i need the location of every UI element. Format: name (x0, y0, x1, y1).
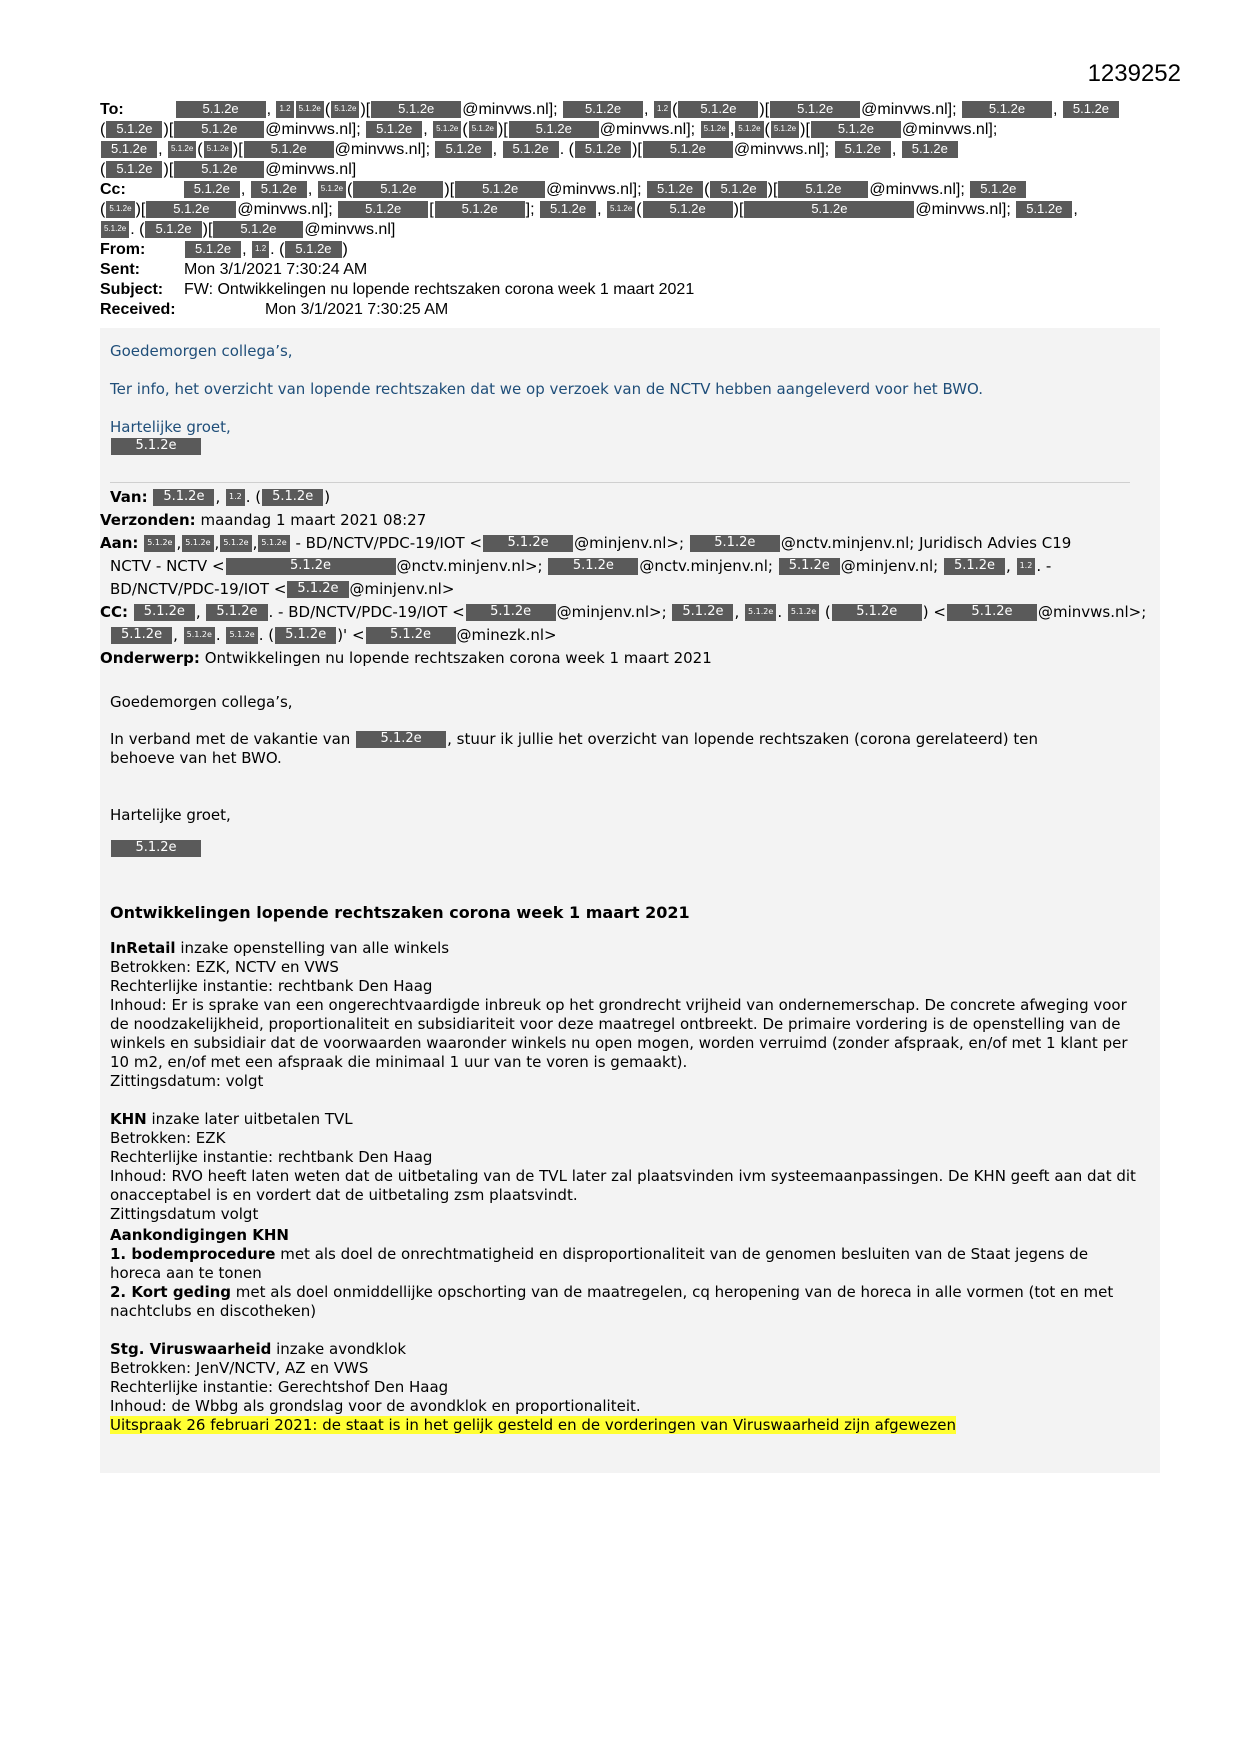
redaction: 5.1.2e (111, 627, 172, 644)
redaction: 5.1.2e (1016, 201, 1072, 218)
org-text: - BD/NCTV/PDC-19/IOT < (295, 534, 483, 552)
case-topic: inzake later uitbetalen TVL (146, 1110, 353, 1128)
redaction: 5.1.2e (690, 535, 780, 552)
message-closing: Hartelijke groet, (110, 806, 231, 824)
redaction: 5.1.2e (710, 181, 766, 198)
intro-greeting: Goedemorgen collega’s, (110, 342, 293, 360)
cc-fwd-line-1: CC: 5.1.2e , 5.1.2e . - BD/NCTV/PDC-19/IOT < 5.1.2e @minjenv.nl>; 5.1.2e , 5.1.2e . 5.1.2e ( 5.1.2e ) < 5.1.2e @minvws.nl>; (100, 603, 1147, 621)
redaction: 5.1.2e (145, 221, 201, 238)
to-label: To: (100, 101, 124, 118)
case-party: InRetail (110, 939, 176, 957)
case-party: KHN (110, 1110, 147, 1128)
redaction: 5.1.2e (176, 101, 266, 118)
redaction: 5.1.2e (832, 604, 922, 621)
domain-text: @minvws.nl]; (733, 141, 830, 158)
received-row (100, 300, 1160, 320)
redaction: 5.1.2e (285, 241, 341, 258)
domain-text: @minvws.nl] (304, 221, 396, 238)
redaction: 5.1.2e (226, 558, 396, 575)
sent-row (100, 260, 1160, 280)
report-title: Ontwikkelingen lopende rechtszaken corona week 1 maart 2021 (110, 903, 690, 922)
redaction: 5.1.2e (435, 201, 525, 218)
case-topic: inzake avondklok (271, 1340, 407, 1358)
redaction: 5.1.2e (643, 201, 733, 218)
redaction: 5.1.2e (607, 201, 635, 218)
redaction: 5.1.2e (433, 121, 461, 138)
redaction: 5.1.2e (226, 627, 257, 644)
sent-label: Sent: (100, 261, 140, 278)
redaction: 5.1.2e (106, 201, 134, 218)
redaction: 5.1.2e (779, 558, 840, 575)
redaction: 5.1.2e (902, 141, 958, 158)
redaction: 5.1.2e (466, 604, 556, 621)
subject-row (100, 280, 1160, 300)
to-line-2: ( 5.1.2e )[ 5.1.2e @minvws.nl]; 5.1.2e , 5.1.2e ( 5.1.2e )[ 5.1.2e @minvws.nl]; 5.1.2e , 5.1.2e ( 5.1.2e )[ 5.1.2e @minvws.nl]; (100, 121, 998, 138)
verdict-highlight: Uitspraak 26 februari 2021: de staat is in het gelijk gesteld en de vorderingen van Viruswaarheid zijn afgewezen (110, 1416, 956, 1434)
divider (110, 482, 1130, 483)
domain-text: @minezk.nl> (456, 626, 557, 644)
redaction: 5.1.2e (356, 731, 446, 748)
verzonden-value: maandag 1 maart 2021 08:27 (200, 511, 427, 529)
domain-text: @minvws.nl]; (901, 121, 998, 138)
redaction: 5.1.2e (944, 558, 1005, 575)
redaction: 5.1.2e (469, 121, 497, 138)
redaction: 5.1.2e (744, 201, 914, 218)
redaction: 5.1.2e (811, 121, 901, 138)
redaction: 5.1.2e (184, 181, 240, 198)
forwarded-header (100, 486, 1147, 670)
redaction: 5.1.2e (174, 121, 264, 138)
redaction: 1.2 (654, 101, 671, 118)
redaction: 5.1.2e (778, 181, 868, 198)
case-line: Inhoud: Er is sprake van een ongerechtvaardigde inbreuk op het grondrecht vrijheid van ondernemerschap. De concrete afweging voor de noodzakelijkheid, proportionaliteit en subsidiariteit voor deze maatregel ontbreekt. De primaire vordering is de openstelling van de winkels en subsidiair dat de voorwaarden waaronder winkels nu open mogen, worden verruimd (zonder afspraak, en/of met 1 klant per 10 m2, en/of met een afspraak die minimaal 1 uur van te voren is gemaakt). (110, 996, 1128, 1071)
case-line: Inhoud: RVO heeft laten weten dat de uitbetaling van de TVL later zal plaatsvinden ivm systeemaanpassingen. De KHN geeft aan dat dit onacceptabel is en vordert dat de uitbetaling zsm plaatsvindt. (110, 1167, 1136, 1204)
case-line: Rechterlijke instantie: rechtbank Den Haag (110, 977, 433, 995)
case-line: Rechterlijke instantie: rechtbank Den Haag (110, 1148, 433, 1166)
message-line1-b: , stuur ik jullie het overzicht van lopende rechtszaken (corona gerelateerd) ten (447, 730, 1038, 748)
redaction: 1.2 (226, 489, 245, 506)
received-value: Mon 3/1/2021 7:30:25 AM (265, 301, 449, 318)
redaction: 5.1.2e (947, 604, 1037, 621)
redaction: 5.1.2e (1063, 101, 1119, 118)
from-label: From: (100, 241, 146, 258)
aan-line-3 (100, 578, 1140, 601)
announcement-item (110, 1245, 1140, 1283)
redaction: 5.1.2e (220, 535, 251, 552)
redaction: 5.1.2e (296, 101, 324, 118)
redaction: 5.1.2e (318, 181, 346, 198)
case-line: Inhoud: de Wbbg als grondslag voor de avondklok en proportionaliteit. (110, 1397, 641, 1415)
redaction: 5.1.2e (185, 241, 241, 258)
email-header (100, 100, 1160, 320)
org-text: - BD/NCTV/PDC-19/IOT < (278, 603, 465, 621)
case-heading (110, 1340, 1140, 1359)
redaction: 5.1.2e (353, 181, 443, 198)
cc-line-3: 5.1.2e . ( 5.1.2e )[ 5.1.2e @minvws.nl] (100, 220, 1160, 240)
redaction: 5.1.2e (575, 141, 631, 158)
redaction: 5.1.2e (678, 101, 758, 118)
domain-text: @minvws.nl]; (462, 101, 558, 118)
report (110, 903, 1140, 1435)
signature-redaction: 5.1.2e (111, 438, 201, 455)
redaction: 5.1.2e (503, 141, 559, 158)
redaction: 5.1.2e (338, 201, 428, 218)
message-line1 (110, 730, 1140, 749)
to-line-1: To: 5.1.2e , 1.2 5.1.2e ( 5.1.2e )[ 5.1.2e @minvws.nl]; 5.1.2e , 1.2 ( 5.1.2e )[ 5.1.2e @minvws.nl]; 5.1.2e , 5.1.2e (100, 100, 1160, 120)
document-number: 1239252 (1087, 60, 1181, 87)
domain-text: @minjenv.nl> (349, 580, 455, 598)
case-line: Betrokken: JenV/NCTV, AZ en VWS (110, 1359, 369, 1377)
redaction: 5.1.2e (331, 101, 359, 118)
redaction: 5.1.2e (106, 161, 162, 178)
domain-text: @minvws.nl]; (861, 101, 957, 118)
redaction: 5.1.2e (509, 121, 599, 138)
intro-closing: Hartelijke groet, (110, 418, 231, 436)
case-topic: inzake openstelling van alle winkels (175, 939, 450, 957)
intro-message (110, 342, 983, 456)
redaction: 5.1.2e (244, 141, 334, 158)
announcement-text: met als doel onmiddellijke opschorting van de maatregelen, cq heropening van de horeca in alle vormen (tot en met nachtclubs en discotheken) (110, 1283, 1114, 1320)
redaction: 5.1.2e (251, 181, 307, 198)
redaction: 5.1.2e (970, 181, 1026, 198)
onderwerp-value: Ontwikkelingen nu lopende rechtszaken corona week 1 maart 2021 (204, 649, 712, 667)
subject-label: Subject: (100, 281, 164, 298)
redaction: 5.1.2e (182, 535, 213, 552)
redaction: 5.1.2e (962, 101, 1052, 118)
van-label: Van: (110, 488, 148, 506)
redaction: 5.1.2e (262, 489, 323, 506)
verzonden-label: Verzonden: (100, 511, 196, 529)
case-line: Rechterlijke instantie: Gerechtshof Den Haag (110, 1378, 449, 1396)
redaction: 5.1.2e (144, 535, 175, 552)
aan-line-2: NCTV - NCTV < 5.1.2e @nctv.minjenv.nl>; 5.1.2e @nctv.minjenv.nl; 5.1.2e @minjenv.nl; 5.1.2e , 1.2 . - (110, 557, 1052, 575)
announcement-text: met als doel de onrechtmatigheid en disproportionaliteit van de genomen besluiten van de Staat jegens de horeca aan te tonen (110, 1245, 1089, 1282)
domain-text: @minvws.nl]; (237, 201, 333, 218)
domain-text: @minvws.nl]; (334, 141, 431, 158)
from-row: From: 5.1.2e , 1.2 . ( 5.1.2e ) (100, 241, 348, 258)
redaction: 5.1.2e (643, 141, 733, 158)
redaction: 5.1.2e (204, 141, 232, 158)
org-text: NCTV - NCTV < (110, 557, 225, 575)
sent-value: Mon 3/1/2021 7:30:24 AM (184, 261, 368, 278)
cc-fwd-label: CC: (100, 603, 129, 621)
redaction: 5.1.2e (287, 581, 348, 598)
aan-line-1: Aan: 5.1.2e , 5.1.2e , 5.1.2e , 5.1.2e - BD/NCTV/PDC-19/IOT < 5.1.2e @minjenv.nl>; 5.1.2e @nctv.minjenv.nl; Juridisch Advies C19 (100, 534, 1072, 552)
domain-text: @minvws.nl>; (1037, 603, 1147, 621)
aan-label: Aan: (100, 534, 139, 552)
redaction: 5.1.2e (563, 101, 643, 118)
domain-text: @nctv.minjenv.nl>; (396, 557, 543, 575)
to-line-3: 5.1.2e , 5.1.2e ( 5.1.2e )[ 5.1.2e @minvws.nl]; 5.1.2e , 5.1.2e . ( 5.1.2e )[ 5.1.2e @minvws.nl]; 5.1.2e , 5.1.2e (100, 140, 1160, 160)
redaction: 5.1.2e (548, 558, 638, 575)
org-text: BD/NCTV/PDC-19/IOT < (110, 580, 287, 598)
signature-redaction: 5.1.2e (111, 840, 201, 857)
redaction: 5.1.2e (788, 604, 819, 621)
redaction: 5.1.2e (455, 181, 545, 198)
domain-text: @minjenv.nl; (840, 557, 939, 575)
received-label: Received: (100, 301, 176, 318)
cc-fwd-line-2: 5.1.2e , 5.1.2e . 5.1.2e . ( 5.1.2e )' < 5.1.2e @minezk.nl> (100, 624, 1140, 647)
domain-text: @minjenv.nl>; (574, 534, 685, 552)
redaction: 1.2 (1017, 558, 1036, 575)
redaction: 1.2 (252, 241, 269, 258)
announcement-label: 1. bodemprocedure (110, 1245, 276, 1263)
redaction: 5.1.2e (371, 101, 461, 118)
case-heading (110, 939, 1140, 958)
redaction: 1.2 (276, 101, 293, 118)
redaction: 5.1.2e (168, 141, 196, 158)
redaction: 5.1.2e (366, 121, 422, 138)
onderwerp-line (100, 647, 1140, 670)
redaction: 5.1.2e (771, 121, 799, 138)
onderwerp-label: Onderwerp: (100, 649, 200, 667)
domain-text: @minvws.nl] (265, 161, 357, 178)
redaction: 5.1.2e (184, 627, 215, 644)
case-party: Stg. Viruswaarheid (110, 1340, 272, 1358)
to-line-4: ( 5.1.2e )[ 5.1.2e @minvws.nl] (100, 161, 357, 178)
cc-line-2: ( 5.1.2e )[ 5.1.2e @minvws.nl]; 5.1.2e [ 5.1.2e ]; 5.1.2e , 5.1.2e ( 5.1.2e )[ 5.1.2e @minvws.nl]; 5.1.2e , (100, 201, 1078, 218)
intro-text: Ter info, het overzicht van lopende rechtszaken dat we op verzoek van de NCTV hebben aangeleverd voor het BWO. (110, 380, 983, 398)
verzonden-line (100, 509, 1140, 532)
domain-text: @minvws.nl]; (915, 201, 1011, 218)
redaction: 5.1.2e (106, 121, 162, 138)
redaction: 5.1.2e (435, 141, 491, 158)
announcement-item (110, 1283, 1140, 1321)
case-line: Zittingsdatum volgt (110, 1205, 259, 1223)
redaction: 5.1.2e (540, 201, 596, 218)
redaction: 5.1.2e (275, 627, 336, 644)
domain-text: @minvws.nl]; (265, 121, 361, 138)
announcement-label: 2. Kort geding (110, 1283, 232, 1301)
redaction: 5.1.2e (213, 221, 303, 238)
redaction: 5.1.2e (647, 181, 703, 198)
redaction: 5.1.2e (153, 489, 214, 506)
redaction: 5.1.2e (835, 141, 891, 158)
case-line: Betrokken: EZK, NCTV en VWS (110, 958, 339, 976)
redaction: 5.1.2e (101, 221, 129, 238)
case-heading (110, 1110, 1140, 1129)
cc-line-1: Cc: 5.1.2e , 5.1.2e , 5.1.2e ( 5.1.2e )[ 5.1.2e @minvws.nl]; 5.1.2e ( 5.1.2e )[ 5.1.2e @minvws.nl]; 5.1.2e (100, 180, 1160, 200)
redaction: 5.1.2e (770, 101, 860, 118)
cc-label: Cc: (100, 181, 126, 198)
redaction: 5.1.2e (701, 121, 729, 138)
domain-text: @minjenv.nl>; (556, 603, 667, 621)
message-greeting: Goedemorgen collega’s, (110, 693, 293, 711)
domain-text: @nctv.minjenv.nl; Juridisch Advies C19 (780, 534, 1072, 552)
redaction: 5.1.2e (134, 604, 195, 621)
domain-text: @minvws.nl]; (869, 181, 965, 198)
message-line2: behoeve van het BWO. (110, 749, 282, 767)
redaction: 5.1.2e (483, 535, 573, 552)
redaction: 5.1.2e (206, 604, 267, 621)
forwarded-message (110, 693, 1140, 858)
redaction: 5.1.2e (735, 121, 763, 138)
domain-text: @minvws.nl]; (546, 181, 642, 198)
van-line: Van: 5.1.2e , 1.2 . ( 5.1.2e ) (110, 488, 331, 506)
redaction: 5.1.2e (366, 627, 456, 644)
subject-value: FW: Ontwikkelingen nu lopende rechtszaken corona week 1 maart 2021 (184, 281, 695, 298)
domain-text: @minvws.nl]; (599, 121, 696, 138)
redaction: 5.1.2e (174, 161, 264, 178)
domain-text: @nctv.minjenv.nl; (639, 557, 773, 575)
redaction: 5.1.2e (146, 201, 236, 218)
announcements-title: Aankondigingen KHN (110, 1226, 289, 1244)
case-line: Betrokken: EZK (110, 1129, 226, 1147)
message-line1-a: In verband met de vakantie van (110, 730, 351, 748)
case-line: Zittingsdatum: volgt (110, 1072, 264, 1090)
redaction: 5.1.2e (101, 141, 157, 158)
redaction: 5.1.2e (258, 535, 289, 552)
redaction: 5.1.2e (672, 604, 733, 621)
redaction: 5.1.2e (745, 604, 776, 621)
